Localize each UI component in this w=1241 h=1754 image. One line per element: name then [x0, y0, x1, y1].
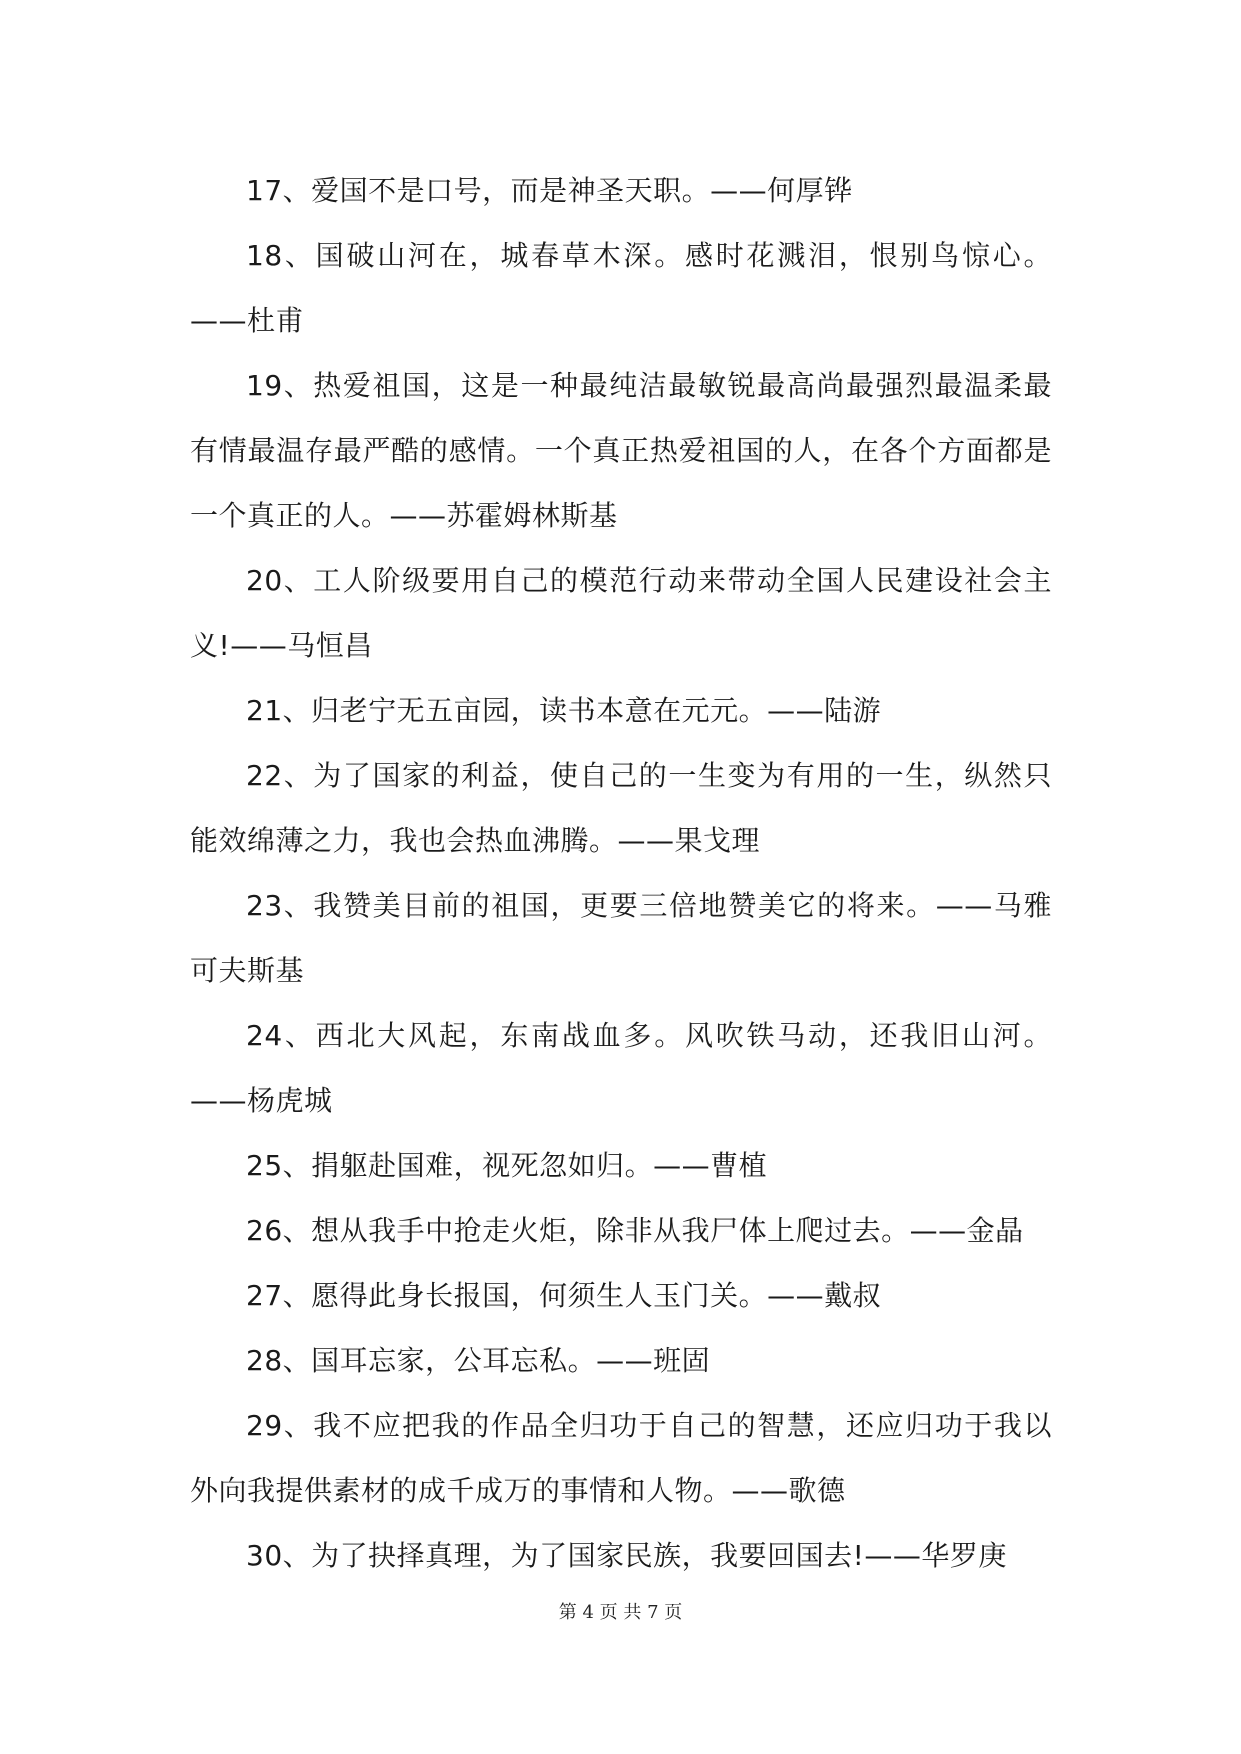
- quote-item-20: 20、工人阶级要用自己的模范行动来带动全国人民建设社会主义!——马恒昌: [190, 564, 1052, 662]
- quote-item-21: 21、归老宁无五亩园，读书本意在元元。——陆游: [246, 694, 882, 727]
- quote-item-26: 26、想从我手中抢走火炬，除非从我尸体上爬过去。——金晶: [246, 1214, 1024, 1247]
- quote-item-18: 18、国破山河在，城春草木深。感时花溅泪，恨别鸟惊心。——杜甫: [190, 239, 1052, 337]
- quote-item-28: 28、国耳忘家，公耳忘私。——班固: [246, 1344, 711, 1377]
- quote-item-23: 23、我赞美目前的祖国，更要三倍地赞美它的将来。——马雅可夫斯基: [190, 889, 1052, 987]
- quote-item-17: 17、爱国不是口号，而是神圣天职。——何厚铧: [246, 174, 853, 207]
- page-number-footer: 第 4 页 共 7 页: [558, 1602, 683, 1623]
- quote-item-25: 25、捐躯赴国难，视死忽如归。——曹植: [246, 1149, 768, 1182]
- quote-item-22: 22、为了国家的利益，使自己的一生变为有用的一生，纵然只能效绵薄之力，我也会热血沸腾。——果戈理: [190, 759, 1052, 857]
- quote-item-19: 19、热爱祖国，这是一种最纯洁最敏锐最高尚最强烈最温柔最有情最温存最严酷的感情。一个真正热爱祖国的人，在各个方面都是一个真正的人。——苏霍姆林斯基: [190, 369, 1052, 532]
- quote-item-24: 24、西北大风起，东南战血多。风吹铁马动，还我旧山河。——杨虎城: [190, 1019, 1052, 1117]
- quote-item-29: 29、我不应把我的作品全归功于自己的智慧，还应归功于我以外向我提供素材的成千成万的事情和人物。——歌德: [190, 1409, 1052, 1507]
- quote-list: [190, 158, 1052, 1588]
- quote-item-27: 27、愿得此身长报国，何须生人玉门关。——戴叔: [246, 1279, 882, 1312]
- quote-item-30: 30、为了抉择真理，为了国家民族，我要回国去!——华罗庚: [246, 1539, 1007, 1572]
